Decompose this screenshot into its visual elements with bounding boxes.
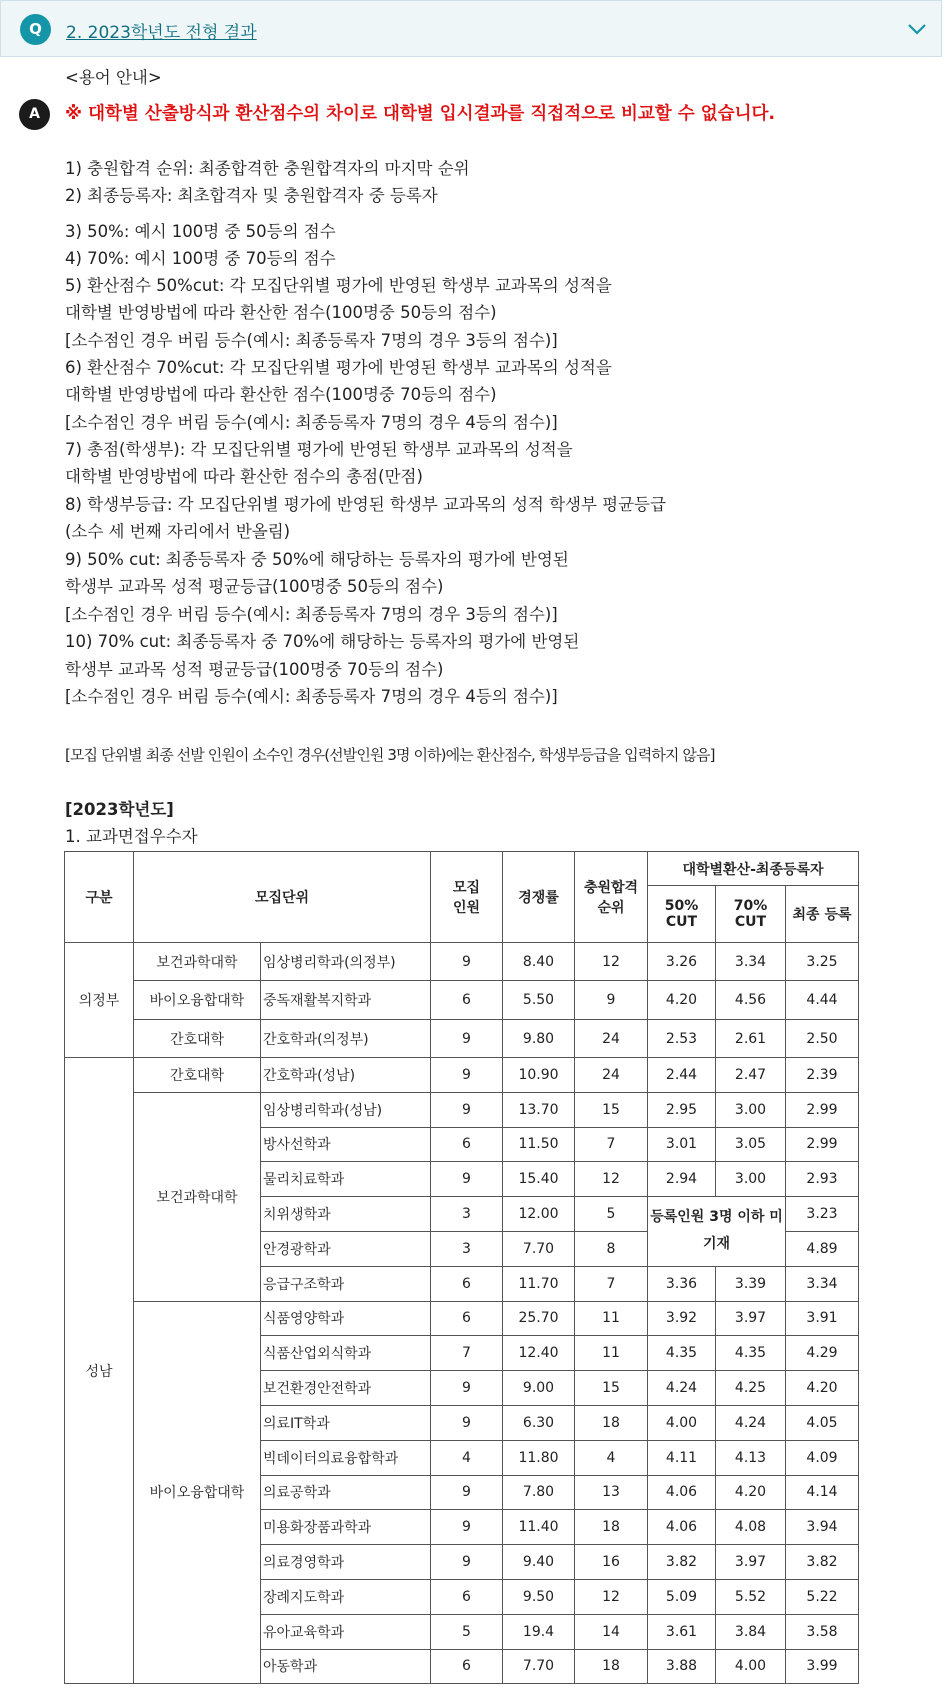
dept-cell: 간호학과(의정부) (261, 1020, 431, 1058)
cut50-cell: 3.88 (648, 1649, 716, 1684)
rank-cell: 7 (575, 1266, 648, 1301)
ratio-cell: 9.50 (503, 1579, 575, 1614)
cut50-cell: 4.20 (648, 981, 716, 1020)
dept-cell: 유아교육학과 (261, 1614, 431, 1649)
table-row (65, 1020, 859, 1058)
term-line: 대학별 반영방법에 따라 환산한 점수(100명중 50등의 점수) (65, 303, 497, 322)
cut70-cell: 3.97 (716, 1301, 786, 1336)
rank-cell: 24 (575, 1020, 648, 1058)
cut70-cell: 3.97 (716, 1545, 786, 1580)
cut50-cell: 3.26 (648, 943, 716, 981)
dept-cell: 의료공학과 (261, 1475, 431, 1510)
quota-cell: 6 (431, 1301, 503, 1336)
final-cell: 3.23 (786, 1197, 859, 1232)
header-ratio: 경쟁률 (503, 852, 575, 943)
ratio-cell: 6.30 (503, 1405, 575, 1440)
chevron-down-icon[interactable] (905, 17, 929, 41)
ratio-cell: 15.40 (503, 1162, 575, 1197)
rank-cell: 12 (575, 1579, 648, 1614)
dept-cell: 의료IT학과 (261, 1405, 431, 1440)
final-cell: 3.25 (786, 943, 859, 981)
final-cell: 3.94 (786, 1510, 859, 1545)
term-line: 3) 50%: 예시 100명 중 50등의 점수 (65, 222, 336, 241)
cut50-cell: 5.09 (648, 1579, 716, 1614)
cut50-cell: 3.82 (648, 1545, 716, 1580)
question-title[interactable]: 2. 2023학년도 전형 결과 (66, 23, 257, 43)
quota-cell: 9 (431, 1405, 503, 1440)
dept-cell: 미용화장품과학과 (261, 1510, 431, 1545)
final-cell: 4.09 (786, 1440, 859, 1475)
cut50-cell: 3.92 (648, 1301, 716, 1336)
college-cell: 보건과학대학 (134, 1092, 261, 1301)
term-line: [소수점인 경우 버림 등수(예시: 최종등록자 7명의 경우 4등의 점수)] (65, 413, 558, 432)
cut50-cell: 4.24 (648, 1371, 716, 1406)
table-row (65, 1058, 859, 1093)
quota-cell: 9 (431, 1545, 503, 1580)
ratio-cell: 5.50 (503, 981, 575, 1020)
final-cell: 4.89 (786, 1231, 859, 1266)
dept-cell: 응급구조학과 (261, 1266, 431, 1301)
cut70-cell: 3.00 (716, 1092, 786, 1127)
college-cell: 바이오융합대학 (134, 981, 261, 1020)
section-title: 1. 교과면접우수자 (65, 827, 198, 846)
answer-badge: A (19, 99, 50, 130)
campus-cell: 의정부 (65, 943, 134, 1058)
dept-cell: 물리치료학과 (261, 1162, 431, 1197)
final-cell: 5.22 (786, 1579, 859, 1614)
cut70-cell: 5.52 (716, 1579, 786, 1614)
rank-cell: 15 (575, 1092, 648, 1127)
college-cell: 간호대학 (134, 1058, 261, 1093)
rank-cell: 7 (575, 1127, 648, 1162)
term-line: 대학별 반영방법에 따라 환산한 점수의 총점(만점) (65, 467, 423, 486)
cut50-cell: 3.36 (648, 1266, 716, 1301)
cut70-cell: 4.35 (716, 1336, 786, 1371)
cut70-cell: 3.39 (716, 1266, 786, 1301)
rank-cell: 16 (575, 1545, 648, 1580)
cut70-cell: 4.00 (716, 1649, 786, 1684)
quota-cell: 3 (431, 1197, 503, 1232)
final-cell: 4.44 (786, 981, 859, 1020)
dept-cell: 간호학과(성남) (261, 1058, 431, 1093)
term-line: 7) 총점(학생부): 각 모집단위별 평가에 반영된 학생부 교과목의 성적을 (65, 440, 573, 459)
cut70-cell: 3.00 (716, 1162, 786, 1197)
term-line: 학생부 교과목 성적 평균등급(100명중 70등의 점수) (65, 660, 444, 679)
header-category: 구분 (65, 852, 134, 943)
header-group: 대학별환산-최종등록자 (648, 852, 859, 886)
rank-cell: 11 (575, 1336, 648, 1371)
quota-cell: 9 (431, 1058, 503, 1093)
cut70-cell: 2.47 (716, 1058, 786, 1093)
dept-cell: 보건환경안전학과 (261, 1371, 431, 1406)
term-line: 8) 학생부등급: 각 모집단위별 평가에 반영된 학생부 교과목의 성적 학생부 평균등급 (65, 495, 666, 514)
header-final: 최종 등록 (786, 886, 859, 943)
final-cell: 3.58 (786, 1614, 859, 1649)
ratio-cell: 13.70 (503, 1092, 575, 1127)
final-cell: 4.29 (786, 1336, 859, 1371)
final-cell: 3.34 (786, 1266, 859, 1301)
rank-cell: 5 (575, 1197, 648, 1232)
rank-cell: 8 (575, 1231, 648, 1266)
quota-cell: 6 (431, 1579, 503, 1614)
rank-cell: 9 (575, 981, 648, 1020)
quota-cell: 9 (431, 1162, 503, 1197)
final-cell: 2.39 (786, 1058, 859, 1093)
college-cell: 간호대학 (134, 1020, 261, 1058)
campus-cell: 성남 (65, 1058, 134, 1684)
terms-heading: <용어 안내> (65, 68, 162, 87)
table-row (65, 1301, 859, 1336)
header-cut50: 50% CUT (648, 886, 716, 943)
ratio-cell: 19.4 (503, 1614, 575, 1649)
dept-cell: 치위생학과 (261, 1197, 431, 1232)
rank-cell: 18 (575, 1405, 648, 1440)
term-line: 4) 70%: 예시 100명 중 70등의 점수 (65, 249, 336, 268)
cut50-cell: 4.00 (648, 1405, 716, 1440)
ratio-cell: 11.70 (503, 1266, 575, 1301)
cut50-cell: 4.06 (648, 1510, 716, 1545)
quota-cell: 9 (431, 943, 503, 981)
ratio-cell: 11.40 (503, 1510, 575, 1545)
term-line: 대학별 반영방법에 따라 환산한 점수(100명중 70등의 점수) (65, 385, 497, 404)
rank-cell: 18 (575, 1510, 648, 1545)
ratio-cell: 12.40 (503, 1336, 575, 1371)
term-line: 10) 70% cut: 최종등록자 중 70%에 해당하는 등록자의 평가에 반영된 (65, 632, 580, 651)
college-cell: 보건과학대학 (134, 943, 261, 981)
rank-cell: 24 (575, 1058, 648, 1093)
table-row (65, 1092, 859, 1127)
term-line: 6) 환산점수 70%cut: 각 모집단위별 평가에 반영된 학생부 교과목의 성적을 (65, 358, 612, 377)
dept-cell: 식품영양학과 (261, 1301, 431, 1336)
cut70-cell: 4.08 (716, 1510, 786, 1545)
final-cell: 4.14 (786, 1475, 859, 1510)
dept-cell: 장례지도학과 (261, 1579, 431, 1614)
term-line: 2) 최종등록자: 최초합격자 및 충원합격자 중 등록자 (65, 186, 438, 205)
quota-cell: 6 (431, 1649, 503, 1684)
term-line: 1) 충원합격 순위: 최종합격한 충원합격자의 마지막 순위 (65, 159, 470, 178)
question-badge: Q (20, 14, 51, 45)
cut70-cell: 4.25 (716, 1371, 786, 1406)
ratio-cell: 9.00 (503, 1371, 575, 1406)
quota-cell: 7 (431, 1336, 503, 1371)
table-row (65, 943, 859, 981)
dept-cell: 빅데이터의료융합학과 (261, 1440, 431, 1475)
dept-cell: 중독재활복지학과 (261, 981, 431, 1020)
quota-cell: 6 (431, 1266, 503, 1301)
dept-cell: 안경광학과 (261, 1231, 431, 1266)
ratio-cell: 10.90 (503, 1058, 575, 1093)
cut70-cell: 2.61 (716, 1020, 786, 1058)
final-cell: 3.82 (786, 1545, 859, 1580)
final-cell: 4.05 (786, 1405, 859, 1440)
term-line: 학생부 교과목 성적 평균등급(100명중 50등의 점수) (65, 577, 444, 596)
results-table (64, 851, 859, 1684)
term-line: [소수점인 경우 버림 등수(예시: 최종등록자 7명의 경우 3등의 점수)] (65, 605, 558, 624)
final-cell: 3.99 (786, 1649, 859, 1684)
final-cell: 3.91 (786, 1301, 859, 1336)
ratio-cell: 11.50 (503, 1127, 575, 1162)
term-line: 5) 환산점수 50%cut: 각 모집단위별 평가에 반영된 학생부 교과목의 성적을 (65, 276, 612, 295)
rank-cell: 11 (575, 1301, 648, 1336)
cut70-cell: 4.56 (716, 981, 786, 1020)
cut50-cell: 2.53 (648, 1020, 716, 1058)
cut50-cell: 4.35 (648, 1336, 716, 1371)
merged-note-cell: 등록인원 3명 이하 미기재 (648, 1197, 786, 1267)
dept-cell: 방사선학과 (261, 1127, 431, 1162)
cut70-cell: 4.24 (716, 1405, 786, 1440)
final-cell: 2.50 (786, 1020, 859, 1058)
final-cell: 2.99 (786, 1127, 859, 1162)
ratio-cell: 7.80 (503, 1475, 575, 1510)
final-cell: 2.99 (786, 1092, 859, 1127)
quota-cell: 9 (431, 1510, 503, 1545)
cut70-cell: 4.20 (716, 1475, 786, 1510)
cut50-cell: 2.95 (648, 1092, 716, 1127)
ratio-cell: 12.00 (503, 1197, 575, 1232)
cut50-cell: 3.61 (648, 1614, 716, 1649)
ratio-cell: 9.40 (503, 1545, 575, 1580)
rank-cell: 13 (575, 1475, 648, 1510)
cut70-cell: 3.05 (716, 1127, 786, 1162)
ratio-cell: 7.70 (503, 1649, 575, 1684)
rank-cell: 12 (575, 1162, 648, 1197)
header-unit: 모집단위 (134, 852, 431, 943)
quota-cell: 3 (431, 1231, 503, 1266)
cut50-cell: 2.44 (648, 1058, 716, 1093)
rank-cell: 15 (575, 1371, 648, 1406)
quota-cell: 4 (431, 1440, 503, 1475)
header-quota: 모집 인원 (431, 852, 503, 943)
term-line: [소수점인 경우 버림 등수(예시: 최종등록자 7명의 경우 4등의 점수)] (65, 687, 558, 706)
ratio-cell: 25.70 (503, 1301, 575, 1336)
quota-cell: 9 (431, 1475, 503, 1510)
cut50-cell: 4.06 (648, 1475, 716, 1510)
final-cell: 4.20 (786, 1371, 859, 1406)
cut50-cell: 4.11 (648, 1440, 716, 1475)
cut70-cell: 3.34 (716, 943, 786, 981)
rank-cell: 18 (575, 1649, 648, 1684)
note-text: [모집 단위별 최종 선발 인원이 소수인 경우(선발인원 3명 이하)에는 환산점수, 학생부등급을 입력하지 않음] (65, 746, 715, 764)
rank-cell: 12 (575, 943, 648, 981)
cut50-cell: 2.94 (648, 1162, 716, 1197)
cut50-cell: 3.01 (648, 1127, 716, 1162)
header-rank: 충원합격 순위 (575, 852, 648, 943)
dept-cell: 임상병리학과(성남) (261, 1092, 431, 1127)
dept-cell: 임상병리학과(의정부) (261, 943, 431, 981)
dept-cell: 아동학과 (261, 1649, 431, 1684)
quota-cell: 6 (431, 1127, 503, 1162)
college-cell: 바이오융합대학 (134, 1301, 261, 1684)
rank-cell: 4 (575, 1440, 648, 1475)
quota-cell: 6 (431, 981, 503, 1020)
cut70-cell: 3.84 (716, 1614, 786, 1649)
quota-cell: 5 (431, 1614, 503, 1649)
rank-cell: 14 (575, 1614, 648, 1649)
warning-text: ※ 대학별 산출방식과 환산점수의 차이로 대학별 입시결과를 직접적으로 비교할 수 없습니다. (65, 104, 776, 124)
header-cut70: 70% CUT (716, 886, 786, 943)
ratio-cell: 11.80 (503, 1440, 575, 1475)
quota-cell: 9 (431, 1020, 503, 1058)
year-heading: [2023학년도] (65, 800, 174, 819)
cut70-cell: 4.13 (716, 1440, 786, 1475)
term-line: 9) 50% cut: 최종등록자 중 50%에 해당하는 등록자의 평가에 반영된 (65, 550, 569, 569)
final-cell: 2.93 (786, 1162, 859, 1197)
quota-cell: 9 (431, 1092, 503, 1127)
ratio-cell: 9.80 (503, 1020, 575, 1058)
dept-cell: 의료경영학과 (261, 1545, 431, 1580)
ratio-cell: 7.70 (503, 1231, 575, 1266)
dept-cell: 식품산업외식학과 (261, 1336, 431, 1371)
quota-cell: 9 (431, 1371, 503, 1406)
term-line: [소수점인 경우 버림 등수(예시: 최종등록자 7명의 경우 3등의 점수)] (65, 331, 558, 350)
question-bar[interactable] (0, 0, 942, 57)
ratio-cell: 8.40 (503, 943, 575, 981)
term-line: (소수 세 번째 자리에서 반올림) (65, 522, 291, 541)
table-row (65, 981, 859, 1020)
